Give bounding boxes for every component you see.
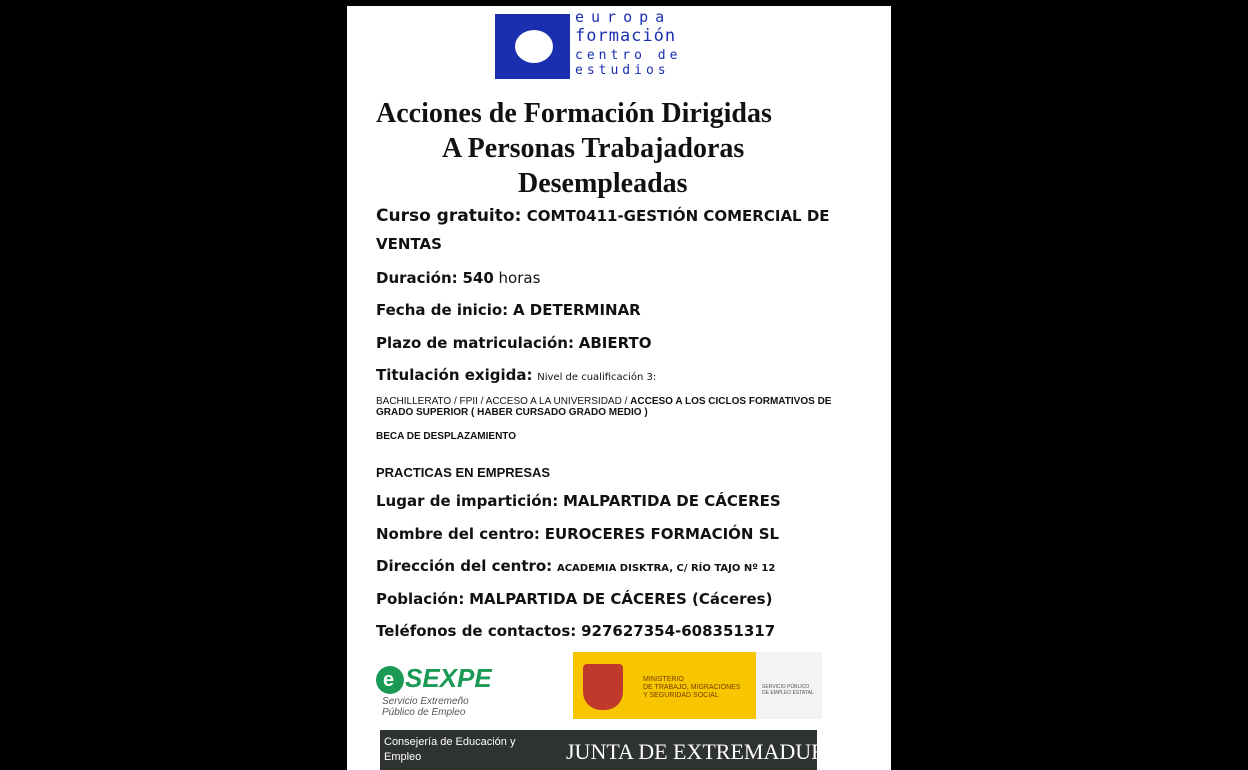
ministerio-text bbox=[643, 676, 741, 700]
poster: europa formación centro de estudios Acciones de Formación Dirigidas A Personas Trabajadoras Desempleadas Curso gratuito: COMT0411-GESTIÓN COMERCIAL DE VENTAS Duración: 540 horas Fecha de inicio: A DETERMINAR Plazo de matriculación: ABIERTO Titulación exigida: Nivel de cualificación 3: BACHILLERATO / FPII / ACCESO A LA UNIVERSIDAD / ACCESO A LOS CICLOS FORMATIVOS DE GRADO SUPERIOR ( HABER CURSADO GRADO MEDIO ) BECA DE DESPLAZAMIENTO PRACTICAS EN EMPRESAS Lugar de impartición: MALPARTIDA DE CÁCERES Nombre del centro: EUROCERES FORMACIÓN SL Dirección del centro: ACADEMIA DISKTRA, C/ RÍO TAJO Nº 12 Población: MALPARTIDA DE CÁCERES (Cáceres) Teléfonos de contactos: 927627354-608351317 e SEXPE Servicio Extremeño Público de Empleo MINISTERIO DE TRABAJO, MIGRACIONES Y SEGURIDAD SOCIAL SERVICIO PÚBLICO DE EMPLEO ESTATAL Consejería de Educación y Empleo JUNTA DE EXTREMADURA bbox=[347, 6, 891, 770]
label: Fecha de inicio: bbox=[376, 301, 509, 319]
lugar bbox=[376, 492, 781, 510]
label: Titulación exigida: bbox=[376, 366, 533, 384]
plazo bbox=[376, 334, 651, 352]
value: ABIERTO bbox=[578, 334, 652, 352]
sexpe-sub: Público de Empleo bbox=[382, 707, 466, 718]
value: ACADEMIA DISKTRA, C/ RÍO TAJO Nº 12 bbox=[556, 563, 776, 574]
title-line: Desempleadas bbox=[518, 168, 688, 199]
label: Teléfonos de contactos: bbox=[376, 622, 577, 640]
text: ACCESO A LOS CICLOS FORMATIVOS DE bbox=[630, 396, 832, 407]
label: Curso gratuito: bbox=[376, 206, 522, 226]
value: 927627354-608351317 bbox=[581, 622, 776, 640]
text: Y SEGURIDAD SOCIAL bbox=[643, 692, 719, 699]
junta-banner bbox=[380, 730, 842, 770]
logo-line: formación bbox=[575, 26, 677, 46]
text: DE EMPLEO ESTATAL bbox=[762, 690, 814, 696]
sepe-logo bbox=[756, 652, 822, 719]
requisitos-cont: GRADO SUPERIOR ( HABER CURSADO GRADO MEDIO ) bbox=[376, 407, 648, 418]
practicas: PRACTICAS EN EMPRESAS bbox=[376, 465, 551, 480]
telefonos bbox=[376, 622, 775, 640]
coat-of-arms-icon bbox=[583, 664, 623, 710]
beca: BECA DE DESPLAZAMIENTO bbox=[376, 431, 517, 442]
value: VENTAS bbox=[376, 235, 442, 253]
text: BACHILLERATO / FPII / ACCESO A LA UNIVERSIDAD / bbox=[376, 396, 631, 407]
centro bbox=[376, 525, 779, 543]
junta-name: JUNTA DE EXTREMADURA bbox=[566, 739, 842, 764]
requisitos bbox=[376, 396, 831, 407]
fecha bbox=[376, 301, 641, 319]
sexpe-name: SEXPE bbox=[405, 663, 492, 693]
label: Duración: bbox=[376, 269, 458, 287]
label: Población: bbox=[376, 590, 465, 608]
curso-cont bbox=[376, 235, 442, 253]
titulacion bbox=[376, 366, 656, 384]
value: Nivel de cualificación 3: bbox=[537, 372, 657, 383]
value: A DETERMINAR bbox=[512, 301, 641, 319]
label: Nombre del centro: bbox=[376, 525, 540, 543]
duracion bbox=[376, 269, 540, 287]
logo-line: estudios bbox=[575, 63, 670, 78]
text: Consejería de Educación y bbox=[384, 736, 516, 748]
label: Lugar de impartición: bbox=[376, 492, 559, 510]
title-line: Acciones de Formación Dirigidas bbox=[376, 98, 772, 129]
value: EUROCERES FORMACIÓN SL bbox=[544, 525, 780, 543]
poblacion bbox=[376, 590, 772, 608]
label: Dirección del centro: bbox=[376, 557, 553, 575]
title-line: A Personas Trabajadoras bbox=[442, 133, 745, 164]
text: MINISTERIO bbox=[643, 676, 684, 683]
logo-line: centro de bbox=[575, 48, 682, 63]
value: MALPARTIDA DE CÁCERES bbox=[563, 492, 781, 510]
unit: horas bbox=[498, 269, 541, 287]
ministerio-logo bbox=[573, 652, 756, 719]
consejeria bbox=[384, 735, 515, 765]
label: Plazo de matriculación: bbox=[376, 334, 574, 352]
value: MALPARTIDA DE CÁCERES (Cáceres) bbox=[469, 590, 773, 608]
curso bbox=[376, 206, 830, 226]
value: COMT0411-GESTIÓN COMERCIAL DE bbox=[526, 207, 830, 225]
logo-line: europa bbox=[575, 8, 672, 26]
value: 540 bbox=[462, 269, 494, 287]
text: Empleo bbox=[384, 751, 422, 763]
sexpe-sub: Servicio Extremeño bbox=[382, 696, 469, 707]
text: SERVICIO PÚBLICO bbox=[762, 684, 810, 690]
direccion bbox=[376, 557, 775, 575]
text: DE TRABAJO, MIGRACIONES bbox=[643, 684, 741, 691]
